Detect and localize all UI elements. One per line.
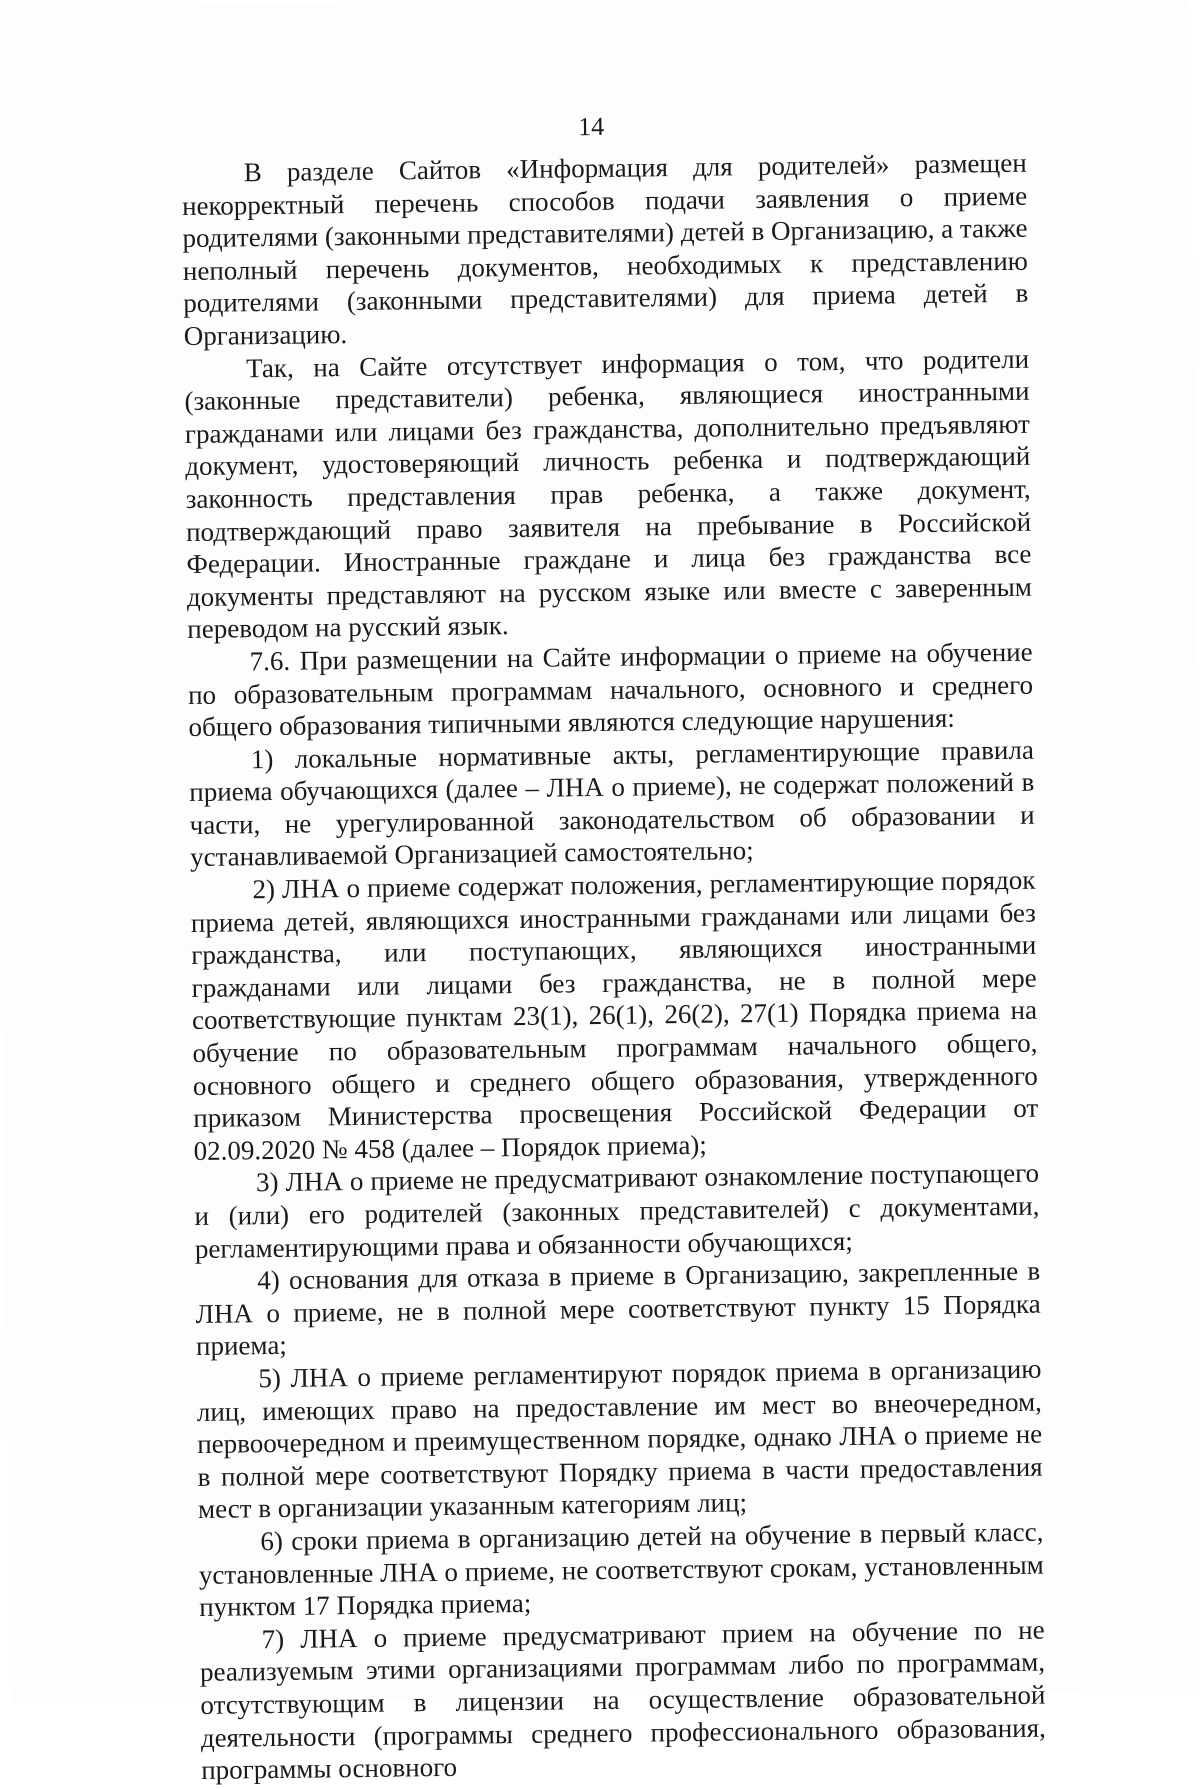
- list-item-3: 3) ЛНА о приеме не предусматривают ознакомление поступающего и (или) его родителей (законных представителей) с документами, регламентирующими права и обязанности обучающихся;: [194, 1158, 1040, 1264]
- list-item-7: 7) ЛНА о приеме предусматривают прием на обучение по не реализуемым этими организациями программам либо по программам, отсутствующим в лицензии на осуществление образовательной деятельности (программы среднего профессионального образования, программы основного: [199, 1614, 1046, 1786]
- list-item-4: 4) основания для отказа в приеме в Организацию, закрепленные в ЛНА о приеме, не в полной мере соответствуют пункту 15 Порядка приема;: [195, 1255, 1041, 1362]
- paragraph-parents-info-section: В разделе Сайтов «Информация для родителей» размещен некорректный перечень способов подачи заявления о приеме родителями (законными представителями) детей в Организацию, а также неполный перечень документов, необходимых к представлению родителями (законными представителями) для приема детей в Организацию.: [181, 147, 1029, 352]
- document-body: [182, 147, 1047, 1787]
- paragraph-missing-info-foreigners: Так, на Сайте отсутствует информация о том, что родители (законные представители) ребенка, являющиеся иностранными гражданами или лицами без гражданства, дополнительно предъявляют документ, удостоверяющий личность ребенка и подтверждающий законность представления прав ребенка, а также документ, подтверждающий право заявителя на пребывание в Российской Федерации. Иностранные граждане и лица без гражданства все документы представляют на русском языке или вместе с заверенным переводом на русский язык.: [184, 343, 1033, 645]
- page-number: 14: [578, 111, 605, 142]
- list-item-6: 6) сроки приема в организацию детей на обучение в первый класс, установленные ЛНА о приеме, не соответствуют срокам, установленным пунктом 17 Порядка приема;: [198, 1516, 1044, 1623]
- paragraph-section-7-6: 7.6. При размещении на Сайте информации о приеме на обучение по образовательным программам начального, основного и среднего общего образования типичными являются следующие нарушения:: [187, 636, 1034, 743]
- list-item-2: 2) ЛНА о приеме содержат положения, регламентирующие порядок приема детей, являющихся иностранными гражданами или лицами без гражданства, или поступающих, являющихся иностранными гражданами или лицами без гражданства, не в полной мере соответствующие пунктам 23(1), 26(1), 26(2), 27(1) Порядка приема на обучение по образовательным программам начального общего, основного общего и среднего общего образования, утвержденного приказом Министерства просвещения Российской Федерации от 02.09.2020 № 458 (далее – Порядок приема);: [190, 864, 1039, 1166]
- list-item-5: 5) ЛНА о приеме регламентируют порядок приема в организацию лиц, имеющих право на предоставление им мест во внеочередном, первоочередном и преимущественном порядке, однако ЛНА о приеме не в полной мере соответствуют Порядку приема в части предоставления мест в организации указанным категориям лиц;: [196, 1353, 1043, 1525]
- list-item-1: 1) локальные нормативные акты, регламентирующие правила приема обучающихся (далее – ЛНА о приеме), не содержат положений в части, не урегулированной законодательством об образовании и устанавливаемой Организацией самостоятельно;: [189, 734, 1035, 873]
